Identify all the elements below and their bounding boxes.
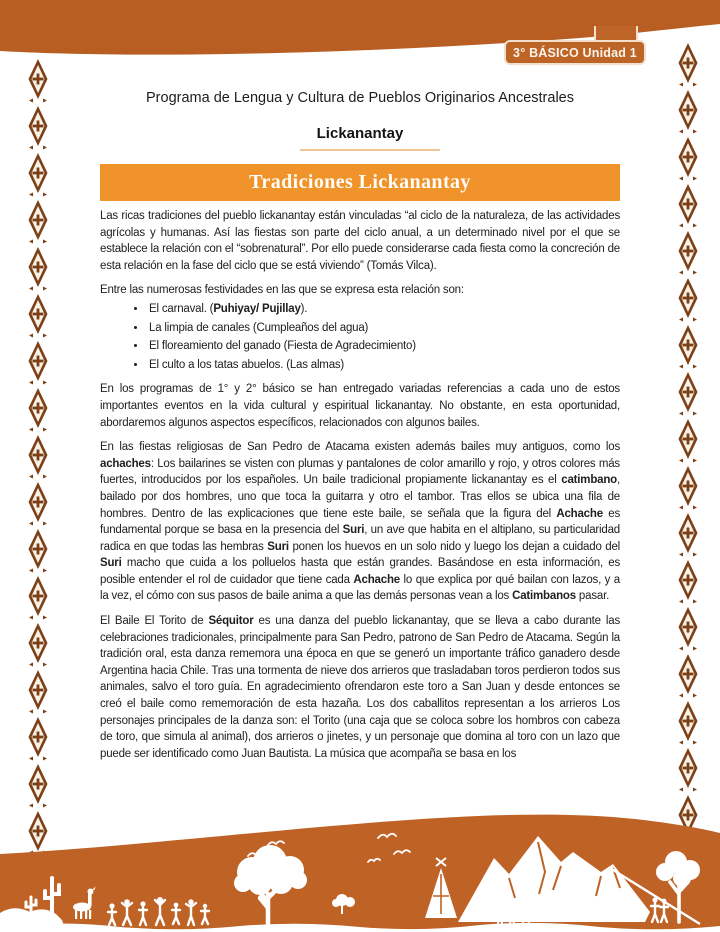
list-item-text: El culto a los tatas abuelos. (Las almas) (149, 358, 345, 371)
list-item-text: La limpia de canales (Cumpleaños del agua) (149, 321, 369, 334)
subtitle-underline (300, 149, 440, 151)
paragraph-torito: El Baile El Torito de Séquitor es una danza del pueblo lickanantay, que se lleva a cabo durante las celebraciones tradicionales, principalmente para San Pedro, patrono de San Pedro de Atacama. Según la tradición oral, esta danza rememora una época en que se generó un importante tráfico ganadero desde Argentina hacia Chile. Tras una tormenta de nieve dos arrieros que trasladaban toros perdieron todos sus animales, salvo el toro guía. En agradecimiento ofrendaron este toro a San Juan y desde entonces se creó el baile como rememoración de esta hazaña. Los dos caballitos representan a los arrieros Los personajes principales de la danza son: el Torito (una caja que se coloca sobre los hombros con cabeza de toro, que simula al animal), dos arrieros o jinetes, y un personaje que domina al toro con un lazo que puede ser identificado como Juan Bautista. La música que acompaña se basa en los (100, 615, 620, 760)
left-textile-border-icon (27, 56, 49, 876)
right-textile-border-icon (677, 40, 699, 876)
festivities-list-intro: Entre las numerosas festividades en las que se expresa esta relación son: (100, 284, 464, 297)
list-item (147, 338, 620, 355)
section-banner-title: Tradiciones Lickanantay (249, 171, 471, 193)
list-item (147, 357, 620, 374)
subtitle-lickanantay: Lickanantay (316, 125, 404, 142)
festivities-list (100, 301, 620, 373)
section-banner (100, 164, 620, 201)
list-item-text: El floreamiento del ganado (Fiesta de Agradecimiento) (149, 340, 416, 353)
body-text (100, 208, 620, 770)
list-item (147, 320, 620, 337)
list-item-text: El carnaval. (Puhiyay/ Pujillay). (149, 302, 308, 315)
list-item (147, 301, 620, 318)
paragraph-programs: En los programas de 1° y 2° básico se han entregado variadas referencias a cada uno de estos importantes eventos en la vida cultural y espiritual lickanantay. No obstante, en esta oportunidad, abordaremos algunos aspectos específicos, relacionados con algunos bailes. (100, 383, 620, 429)
paragraph-traditions: Las ricas tradiciones del pueblo lickanantay están vinculadas “al ciclo de la naturaleza, de las actividades agrícolas y humanas. Así las fiestas son parte del ciclo anual, a un determinado nivel por el que se establece la relación con el “sobrenatural”. Por ello puede considerarse cada fiesta como la concreción de esta relación en la fase del ciclo que se está viviendo” (Tomás Vilca). (100, 210, 620, 272)
unit-badge-label: 3° BÁSICO Unidad 1 (513, 45, 637, 60)
footer-illustration (0, 810, 720, 932)
unit-badge (504, 40, 646, 65)
program-title: Programa de Lengua y Cultura de Pueblos Originarios Ancestrales (146, 90, 574, 106)
paragraph-achaches: En las fiestas religiosas de San Pedro de Atacama existen además bailes muy antiguos, como los achaches: Los bailarines se visten con plumas y pantalones de color amarillo y rojo, y otros colores más fuertes, introducidos por los españoles. Un baile tradicional propiamente lickanantay es el catimbano, bailado por dos hombres, uno que toca la guitarra y otro el tambor. Tras ellos se ubica una fila de hombres. Dentro de las explicaciones que tiene este baile, se señala que la figura del Achache es fundamental porque se basa en la presencia del Suri, un ave que habita en el altiplano, su particularidad radica en que todas las hembras Suri ponen los huevos en un solo nido y luego los dejan a cuidado del Suri macho que cuida a los polluelos hasta que están grandes. Basándose en esta información, es posible entender el rol de cuidador que tiene cada Achache lo que explica por qué bailan con lazos, y a la vez, el cómo con sus pasos de baile anima a que las demás personas vean a los Catimbanos pasar. (100, 441, 620, 603)
